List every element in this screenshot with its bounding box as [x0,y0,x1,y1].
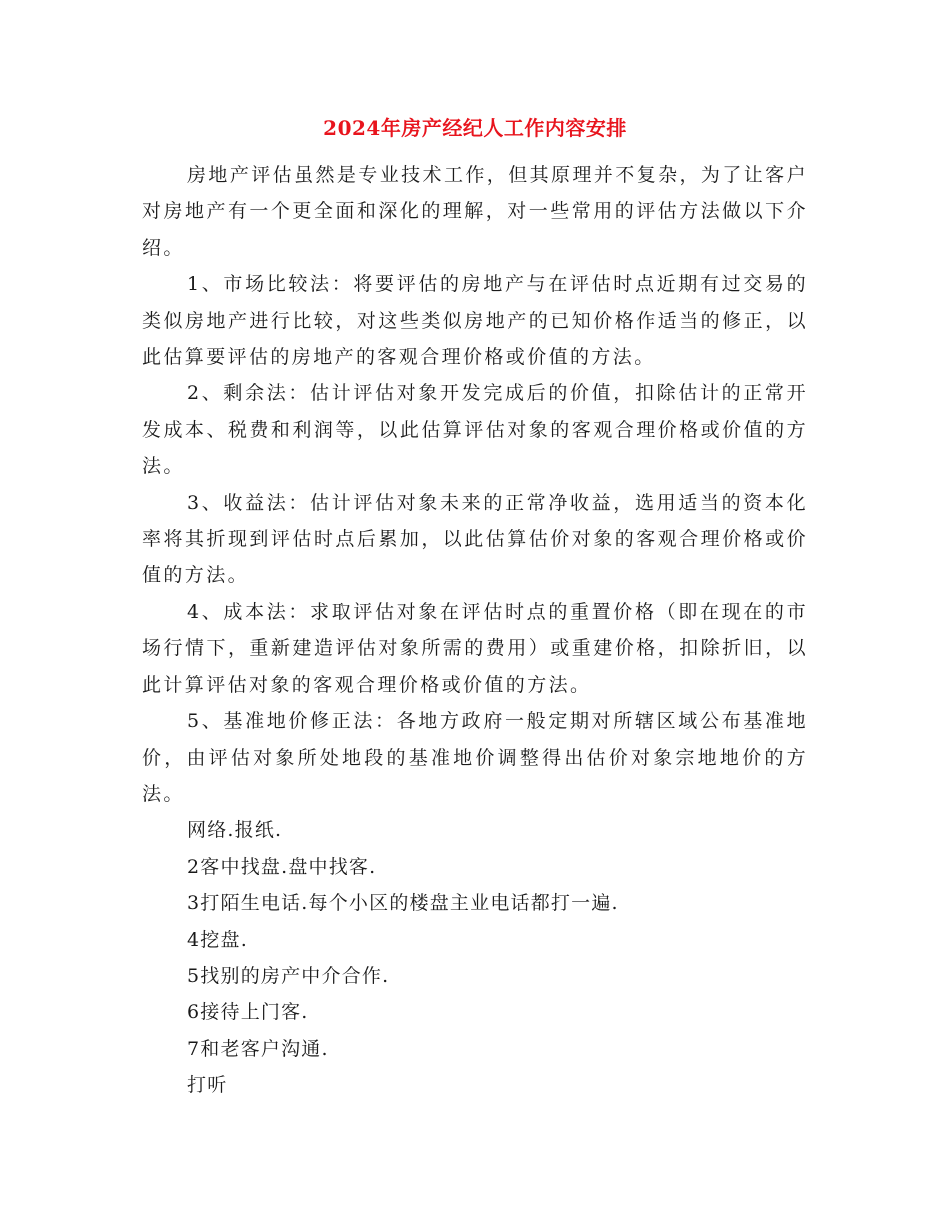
list-item: 2客中找盘.盘中找客. [187,855,377,878]
list-item: 网络.报纸. [187,819,283,842]
list-item: 4挖盘. [187,928,248,951]
list-item: 5找别的房产中介合作. [187,964,390,987]
document-title: 2024年房产经纪人工作内容安排 [323,116,627,140]
method-income: 3、收益法：估计评估对象未来的正常净收益，选用适当的资本化率将其折现到评估时点后累加，以此估算估价对象的客观合理价格或价值的方法。 [142,491,808,587]
list-item: 打听 [187,1074,228,1097]
list-item: 3打陌生电话.每个小区的楼盘主业电话都打一遍. [187,892,619,915]
method-residual: 2、剩余法：估计评估对象开发完成后的价值，扣除估计的正常开发成本、税费和利润等，以此估算评估对象的客观合理价格或价值的方法。 [142,382,808,478]
method-cost: 4、成本法：求取评估对象在评估时点的重置价格（即在现在的市场行情下，重新建造评估对象所需的费用）或重建价格，扣除折旧，以此计算评估对象的客观合理价格或价值的方法。 [142,600,808,696]
list-item: 6接待上门客. [187,1001,309,1024]
intro-paragraph: 房地产评估虽然是专业技术工作，但其原理并不复杂，为了让客户对房地产有一个更全面和深化的理解，对一些常用的评估方法做以下介绍。 [142,164,808,259]
document-body [142,157,808,1104]
method-benchmark-land-price: 5、基准地价修正法：各地方政府一般定期对所辖区域公布基准地价，由评估对象所处地段的基准地价调整得出估价对象宗地地价的方法。 [142,710,808,805]
method-market-comparison: 1、市场比较法：将要评估的房地产与在评估时点近期有过交易的类似房地产进行比较，对这些类似房地产的已知价格作适当的修正，以此估算要评估的房地产的客观合理价格或价值的方法。 [142,273,808,369]
list-item: 7和老客户沟通. [187,1037,329,1060]
